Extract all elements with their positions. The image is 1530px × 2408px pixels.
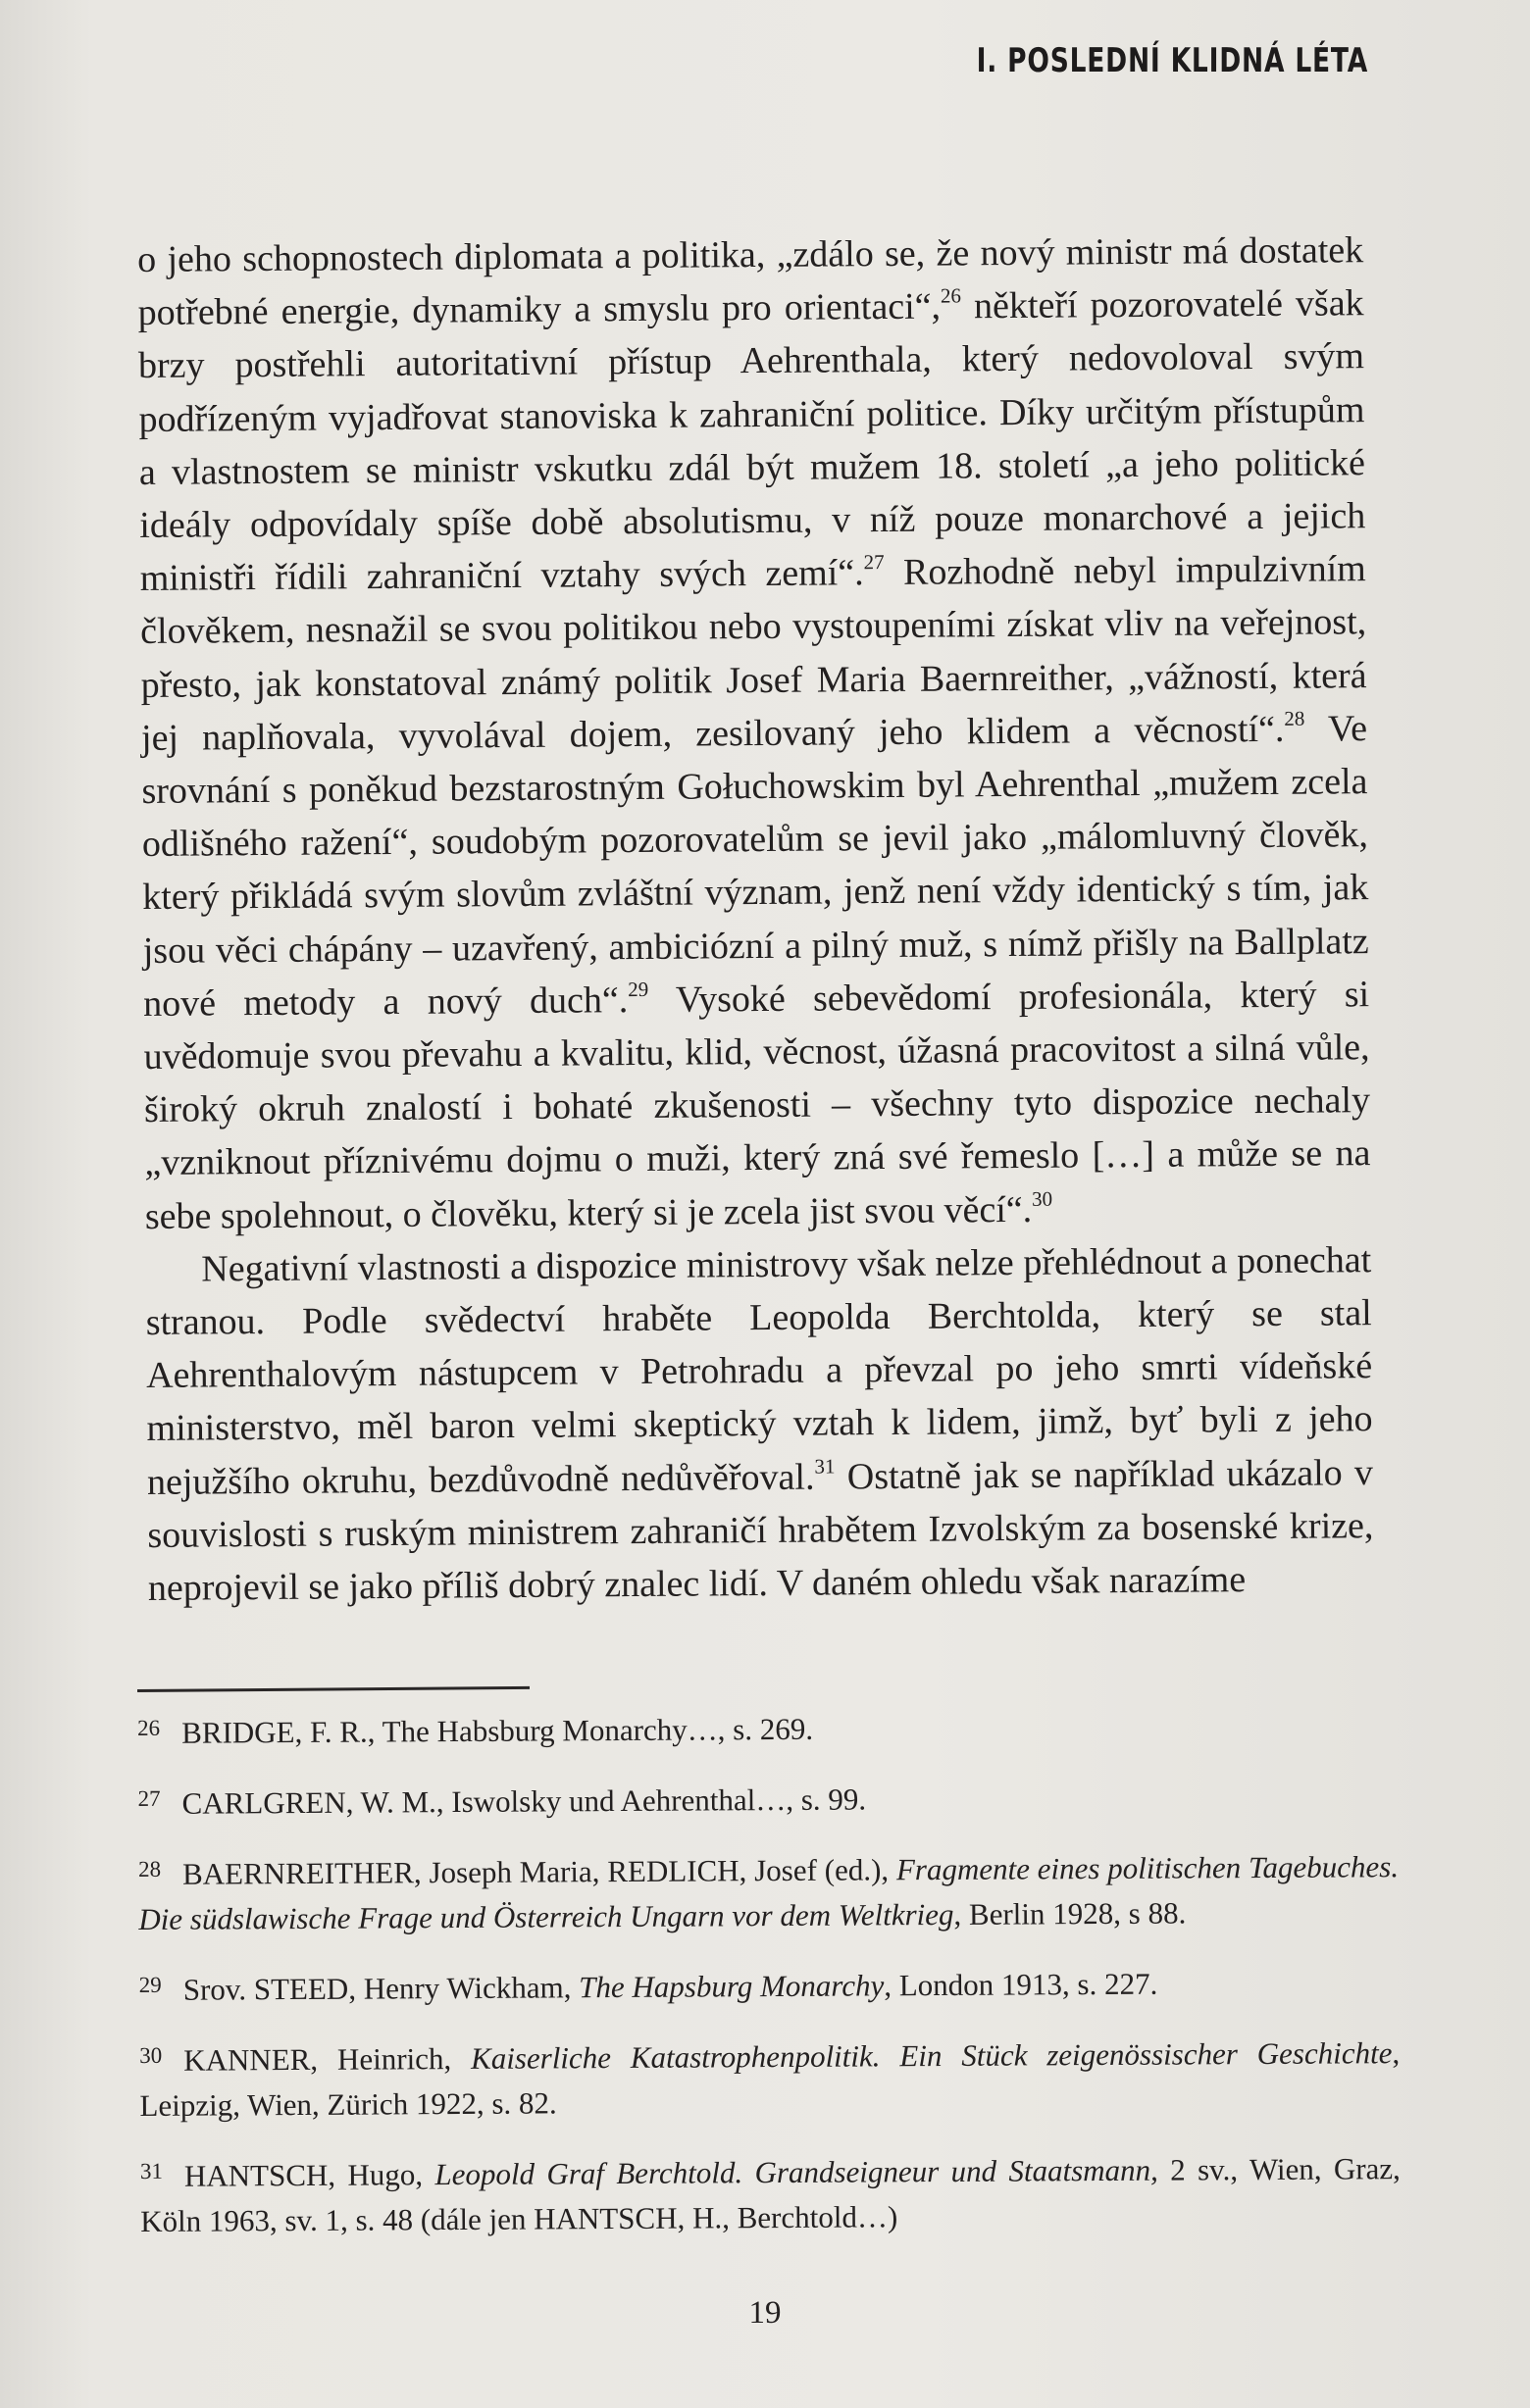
footnote [139,1955,1400,2013]
text-run: Ve srovnání s poněkud bezstarostným Gołuchowskim byl Aehrenthal „mužem zcela odlišného ražení“, soudobým pozorovatelům se jevil jako „málomluvný člověk, který přikládá svým slovům zvláštní význam, jenž není vždy identický s tím, jak jsou věci chápány – uzavřený, ambiciózní a pilný muž, s nímž přišly na Ballplatz nové metody a nový duch“. [141,707,1369,1025]
footnote-number: 28 [137,1856,162,1881]
text-run: Srov. STEED, Henry Wickham, [182,1970,580,2007]
footnote-number: 26 [137,1715,161,1740]
italic-title: Leopold Graf Berchtold. Grandseigneur und Staatsmann, [434,2152,1158,2192]
text-run: , Leipzig, Wien, Zürich 1922, s. 82. [139,2035,1401,2123]
footnote-number: 31 [139,2158,163,2183]
text-run: CARLGREN, W. M., Iswolsky und Aehrenthal…, s. 99. [181,1781,867,1821]
italic-title: Fragmente eines politischen Tagebuches. Die südslawische Frage und Österreich Ungarn vor dem Weltkrieg [138,1849,1400,1936]
text-run: Vysoké sebevědomí profesionála, který si uvědomuje svou převahu a kvalitu, klid, věcnost, úžasná pracovitost a silná vůle, široký okruh znalostí i bohaté zkušenosti – všechny tyto dispozice nechaly „vzniknout příznivému dojmu o muži, který zná své řemeslo […] a může se na sebe spolehnout, o člověku, který si je zcela jist svou věcí“. [143,974,1371,1237]
page-number: 19 [748,2295,782,2331]
footnote [139,2026,1401,2129]
footnote-reference: 29 [628,977,649,1001]
text-run: BAERNREITHER, Joseph Maria, REDLICH, Josef (ed.), [181,1852,896,1891]
text-run: KANNER, Heinrich, [183,2040,472,2078]
footnote-reference: 26 [940,283,962,308]
footnote-reference: 30 [1032,1186,1053,1211]
text-run: , London 1913, s. 227. [884,1966,1158,2003]
text-run: Ostatně jak se například ukázalo v souvislosti s ruským ministrem zahraničí hrabětem Izvolským za bosenské krize, neprojevil se jako příliš dobrý znalec lidí. V daném ohledu však narazíme [147,1451,1374,1610]
text-run: , Berlin 1928, s 88. [953,1895,1187,1931]
footnote [140,2141,1402,2244]
body-text [137,224,1374,1615]
footnote-number: 27 [137,1785,161,1811]
footnote-number: 30 [139,2042,163,2068]
text-run: někteří pozorovatelé však brzy postřehli autoritativní přístup Aehrenthala, který nedovoloval svým podřízeným vyjadřovat stanoviska k zahraniční politice. Díky určitým přístupům a vlastnostem se ministr vskutku zdál být mužem 18. století „a jeho politické ideály odpovídaly spíše době absolutismu, v níž pouze monarchové a jejich ministři řídili zahraniční vztahy svých zemí“. [137,282,1366,600]
text-run: BRIDGE, F. R., The Habsburg Monarchy…, s. 269. [181,1711,814,1750]
running-head: I. POSLEDNÍ KLIDNÁ LÉTA [976,41,1368,80]
footnote-reference: 28 [1284,706,1305,730]
text-run: o jeho schopnostech diplomata a politika, „zdálo se, že nový ministr má dostatek potřebné energie, dynamiky a smyslu pro orientaci“, [137,229,1364,334]
footnote [137,1769,1398,1827]
text-run: Rozhodně nebyl impulzivním člověkem, nesnažil se svou politikou nebo vystoupeními získat vliv na veřejnost, přesto, jak konstatoval známý politik Josef Maria Baernreither, „vážností, která jej naplňovala, vyvolával dojem, zesilovaný jeho klidem a věcností“. [140,548,1367,759]
text-run: HANTSCH, Hugo, [183,2157,435,2193]
text-run: 2 sv., Wien, Graz, Köln 1963, sv. 1, s. 48 (dále jen HANTSCH, H., Berchtold…) [140,2151,1401,2238]
paragraph [145,1233,1374,1615]
footnote-reference: 27 [863,550,885,575]
footnote-separator [137,1686,530,1692]
footnotes [137,1698,1401,2265]
paragraph [137,224,1371,1243]
footnote-reference: 31 [814,1454,836,1479]
italic-title: Kaiserliche Katastrophenpolitik. Ein Stück zeigenössischer Geschichte [470,2035,1393,2076]
italic-title: The Hapsburg Monarchy [579,1968,885,2005]
footnote [138,1839,1400,1942]
text-run: Negativní vlastnosti a dispozice ministrovy však nelze přehlédnout a ponechat stranou. Podle svědectví hraběte Leopolda Berchtolda, který se stal Aehrenthalovým nástupcem v Petrohradu a převzal po jeho smrti vídeňské ministerstvo, měl baron velmi skeptický vztah k lidem, jimž, byť byli z jeho nejužšího okruhu, bezdůvodně nedůvěřoval. [145,1239,1373,1503]
footnote [137,1698,1398,1756]
footnote-number: 29 [138,1972,162,1997]
